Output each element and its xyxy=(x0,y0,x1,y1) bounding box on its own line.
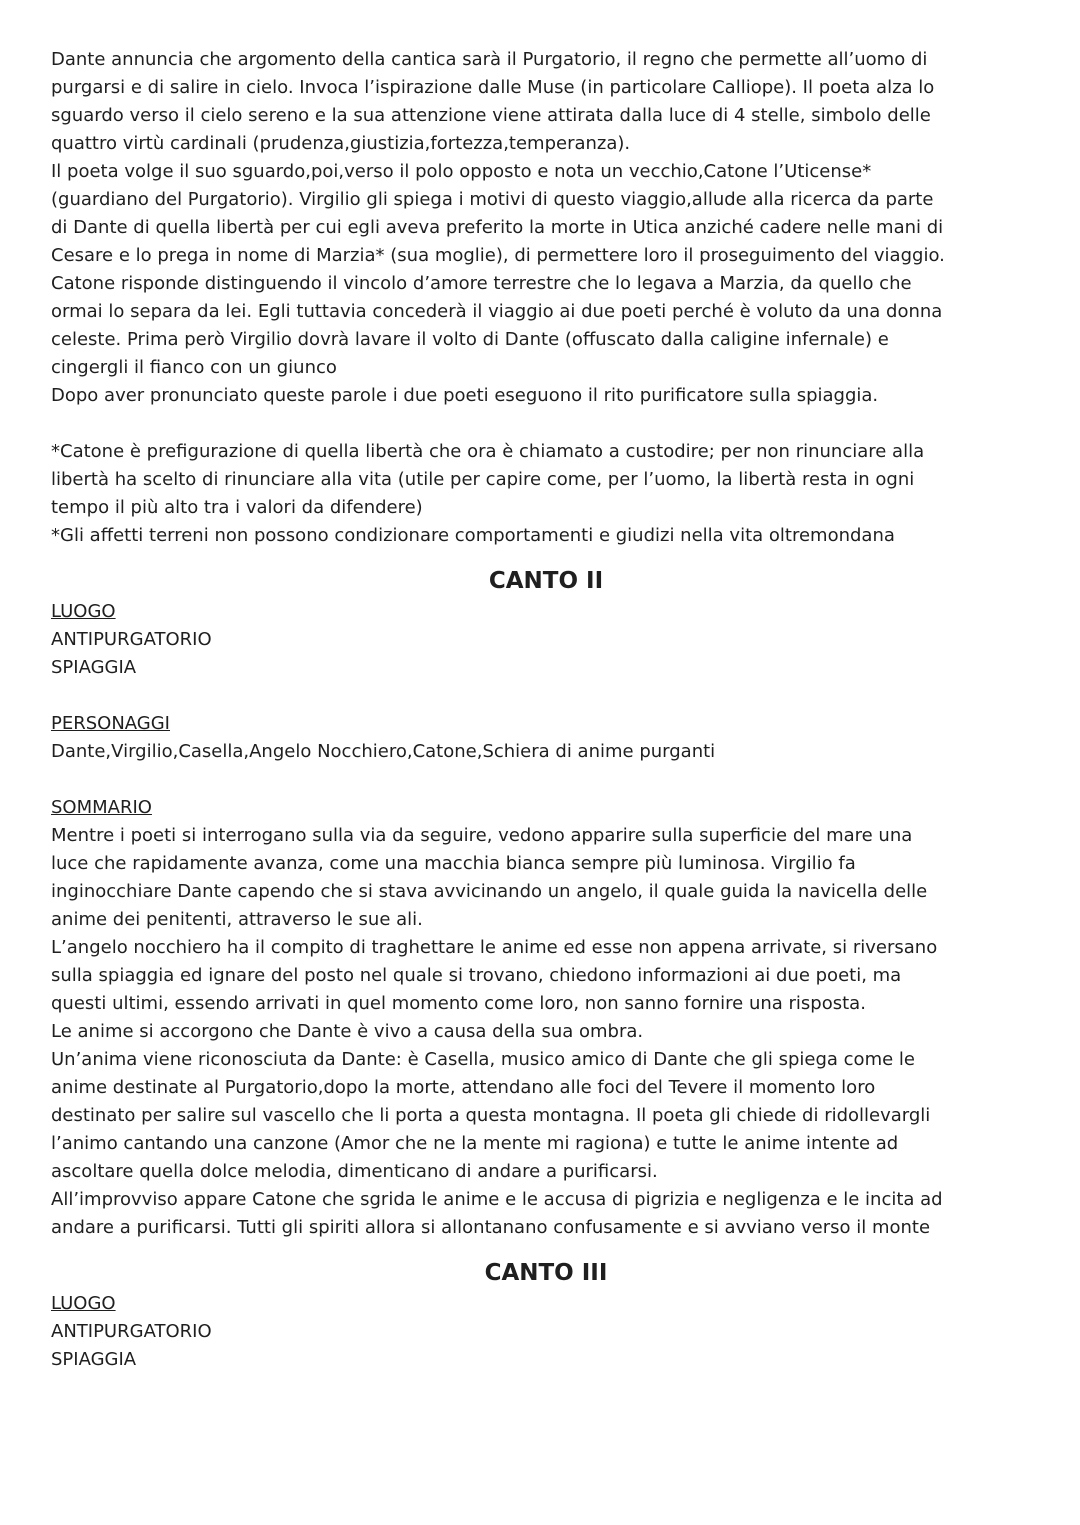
intro-paragraph xyxy=(51,46,1041,410)
canto-3-luogo xyxy=(51,1290,1041,1374)
canto-3-title: CANTO III xyxy=(484,1260,608,1286)
personaggi-label: PERSONAGGI xyxy=(51,713,170,734)
luogo-line: ANTIPURGATORIO xyxy=(51,629,212,650)
text-line: Dopo aver pronunciato queste parole i due poeti eseguono il rito purificatore sulla spiaggia. xyxy=(51,385,879,406)
note-line: *Gli affetti terreni non possono condizionare comportamenti e giudizi nella vita oltremondana xyxy=(51,525,895,546)
note-line: tempo il più alto tra i valori da difendere) xyxy=(51,497,423,518)
text-line: L’angelo nocchiero ha il compito di traghettare le anime ed esse non appena arrivate, si riversano xyxy=(51,937,938,958)
spacer xyxy=(51,766,1041,794)
luogo-label: LUOGO xyxy=(51,601,116,622)
text-line: ascoltare quella dolce melodia, dimenticano di andare a purificarsi. xyxy=(51,1161,658,1182)
canto-2-luogo xyxy=(51,598,1041,682)
intro-notes xyxy=(51,438,1041,550)
text-line: sulla spiaggia ed ignare del posto nel quale si trovano, chiedono informazioni ai due poeti, ma xyxy=(51,965,902,986)
text-line: destinato per salire sul vascello che li porta a questa montagna. Il poeta gli chiede di ridollevargli xyxy=(51,1105,931,1126)
text-line: anime destinate al Purgatorio,dopo la morte, attendano alle foci del Tevere il momento loro xyxy=(51,1077,876,1098)
text-line: Un’anima viene riconosciuta da Dante: è Casella, musico amico di Dante che gli spiega come le xyxy=(51,1049,915,1070)
text-line: All’improvviso appare Catone che sgrida le anime e le accusa di pigrizia e negligenza e le incita ad xyxy=(51,1189,943,1210)
text-line: luce che rapidamente avanza, come una macchia bianca sempre più luminosa. Virgilio fa xyxy=(51,853,856,874)
text-line: andare a purificarsi. Tutti gli spiriti allora si allontanano confusamente e si avviano verso il monte xyxy=(51,1217,931,1238)
text-line: di Dante di quella libertà per cui egli aveva preferito la morte in Utica anziché cadere nelle mani di xyxy=(51,217,944,238)
luogo-line: ANTIPURGATORIO xyxy=(51,1321,212,1342)
text-line: (guardiano del Purgatorio). Virgilio gli spiega i motivi di questo viaggio,allude alla ricerca da parte xyxy=(51,189,934,210)
canto-2-sommario xyxy=(51,794,1041,1242)
note-line: libertà ha scelto di rinunciare alla vita (utile per capire come, per l’uomo, la libertà resta in ogni xyxy=(51,469,915,490)
text-line: Le anime si accorgono che Dante è vivo a causa della sua ombra. xyxy=(51,1021,644,1042)
text-line: purgarsi e di salire in cielo. Invoca l’ispirazione dalle Muse (in particolare Calliope). Il poeta alza lo xyxy=(51,77,935,98)
luogo-label: LUOGO xyxy=(51,1293,116,1314)
text-line: celeste. Prima però Virgilio dovrà lavare il volto di Dante (offuscato dalla caligine infernale) e xyxy=(51,329,889,350)
sommario-label: SOMMARIO xyxy=(51,797,152,818)
canto-2-title: CANTO II xyxy=(488,568,604,594)
text-line: Mentre i poeti si interrogano sulla via da seguire, vedono apparire sulla superficie del mare una xyxy=(51,825,913,846)
text-line: questi ultimi, essendo arrivati in quel momento come loro, non sanno fornire una risposta. xyxy=(51,993,866,1014)
document-page xyxy=(51,46,1041,1374)
text-line: Catone risponde distinguendo il vincolo d’amore terrestre che lo legava a Marzia, da quello che xyxy=(51,273,912,294)
luogo-line: SPIAGGIA xyxy=(51,657,137,678)
note-line: *Catone è prefigurazione di quella libertà che ora è chiamato a custodire; per non rinunciare alla xyxy=(51,441,925,462)
luogo-line: SPIAGGIA xyxy=(51,1349,137,1370)
text-line: ormai lo separa da lei. Egli tuttavia concederà il viaggio ai due poeti perché è voluto da una donna xyxy=(51,301,943,322)
personaggi-text: Dante,Virgilio,Casella,Angelo Nocchiero,Catone,Schiera di anime purganti xyxy=(51,741,716,762)
text-line: Il poeta volge il suo sguardo,poi,verso il polo opposto e nota un vecchio,Catone l’Uticense* xyxy=(51,161,872,182)
text-line: Cesare e lo prega in nome di Marzia* (sua moglie), di permettere loro il proseguimento del viaggio. xyxy=(51,245,945,266)
spacer xyxy=(51,410,1041,438)
text-line: anime dei penitenti, attraverso le sue ali. xyxy=(51,909,423,930)
canto-2-personaggi xyxy=(51,710,1041,766)
text-line: Dante annuncia che argomento della cantica sarà il Purgatorio, il regno che permette all’uomo di xyxy=(51,49,928,70)
text-line: cingergli il fianco con un giunco xyxy=(51,357,337,378)
text-line: sguardo verso il cielo sereno e la sua attenzione viene attirata dalla luce di 4 stelle, simbolo delle xyxy=(51,105,931,126)
text-line: inginocchiare Dante capendo che si stava avvicinando un angelo, il quale guida la navicella delle xyxy=(51,881,928,902)
spacer xyxy=(51,682,1041,710)
text-line: l’animo cantando una canzone (Amor che ne la mente mi ragiona) e tutte le anime intente ad xyxy=(51,1133,899,1154)
text-line: quattro virtù cardinali (prudenza,giustizia,fortezza,temperanza). xyxy=(51,133,631,154)
